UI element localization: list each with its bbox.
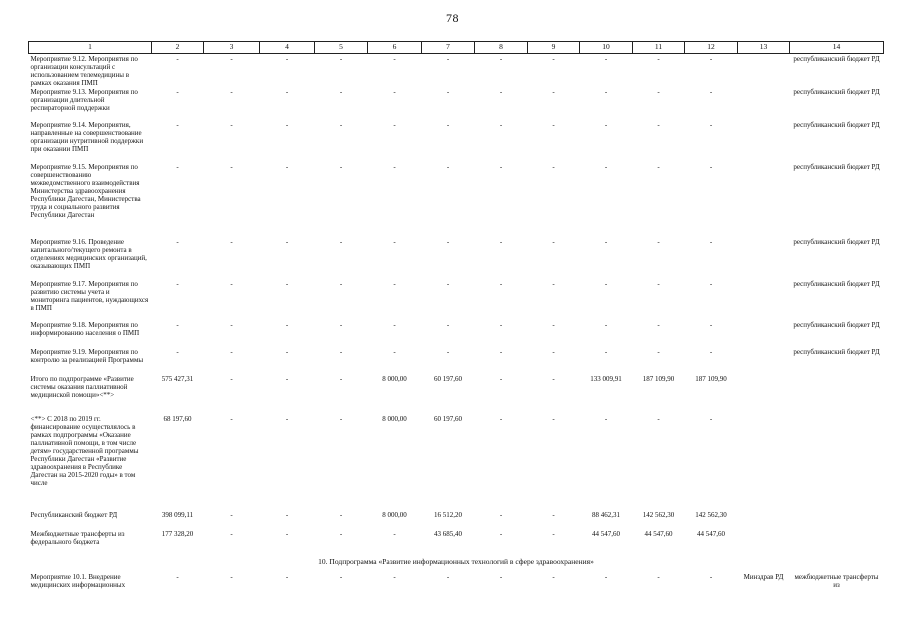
executor-cell [738,120,790,162]
amount-cell-col-2: 177 328,20 [161,530,194,538]
amount-cell-col-4: - [285,375,289,383]
amount-cell-col-7: - [446,573,450,581]
amount-cell-col-5: - [339,573,343,581]
funding-source-cell: республиканский бюджет РД [793,238,880,246]
table-row [29,374,884,414]
amount-cell-col-6: 8 000,00 [382,375,407,383]
amount-cell-col-11: - [657,415,660,423]
column-header-10: 10 [580,42,633,54]
amount-cell-col-5: - [339,55,343,63]
amount-cell-col-9: - [552,238,555,246]
amount-cell-col-10: - [604,280,608,288]
executor-cell [738,414,790,510]
amount-cell-col-8: - [499,238,503,246]
amount-cell-col-9: - [552,530,555,538]
amount-cell-col-12: - [709,55,713,63]
amount-cell-col-7: - [446,163,450,171]
amount-cell-col-4: - [285,121,289,129]
amount-cell-col-10: - [604,55,608,63]
executor-cell [738,162,790,237]
amount-cell-col-6: - [393,573,396,581]
amount-cell-col-7: 60 197,60 [434,375,462,383]
amount-cell-col-2: - [176,348,179,356]
amount-cell-col-10: - [604,321,608,329]
amount-cell-col-5: - [339,88,343,96]
amount-cell-col-2: - [176,121,179,129]
amount-cell-col-11: - [657,280,660,288]
funding-source-cell [790,374,884,414]
amount-cell-col-9: - [552,88,555,96]
executor-cell [738,529,790,555]
amount-cell-col-10: - [604,238,608,246]
amount-cell-col-8: - [499,280,503,288]
amount-cell-col-7: - [446,55,450,63]
amount-cell-col-9: - [552,321,555,329]
amount-cell-col-11: - [657,121,660,129]
measure-name-cell: <**> С 2018 по 2019 гг. финансирование осуществлялось в рамках подпрограммы «Оказание паллиативной помощи, в том числе детям» государственной программы Республики Дагестан «Развитие здравоохранения в Республике Дагестан на 2015-2020 годы» в том числе [30,415,139,487]
amount-cell-col-10: - [604,415,608,423]
amount-cell-col-3: - [230,280,233,288]
amount-cell-col-4: - [285,163,289,171]
measure-name-cell: Итого по подпрограмме «Развитие системы оказания паллиативной медицинской помощи»<**> [30,375,134,399]
measure-name-cell: Мероприятие 9.17. Мероприятия по развитию системы учета и мониторинга пациентов, нуждающихся в ПМП [30,280,149,312]
amount-cell-col-11: - [657,348,660,356]
amount-cell-col-6: - [393,280,396,288]
funding-source-cell: республиканский бюджет РД [793,321,880,329]
amount-cell-col-4: - [285,88,289,96]
measure-name-cell: Мероприятие 9.14. Мероприятия, направленные на совершенствование организации нутритивной поддержки при оказании ПМП [30,121,144,153]
column-header-6: 6 [368,42,422,54]
amount-cell-col-7: - [446,121,450,129]
amount-cell-col-5: - [339,530,343,538]
amount-cell-col-2: 575 427,31 [161,375,194,383]
measure-name-cell: Мероприятие 9.19. Мероприятия по контролю за реализацией Программы [30,348,144,364]
measure-name-cell: Мероприятие 10.1. Внедрение медицинских информационных [30,573,126,589]
amount-cell-col-6: - [393,238,396,246]
amount-cell-col-7: 43 685,40 [434,530,462,538]
amount-cell-col-10: 133 009,91 [590,375,622,383]
amount-cell-col-2: - [176,55,179,63]
amount-cell-col-2: - [176,280,179,288]
executor-cell [738,320,790,347]
column-header-9: 9 [528,42,580,54]
table-row [29,237,884,279]
amount-cell-col-7: 16 512,20 [434,511,462,519]
amount-cell-col-2: - [176,321,179,329]
amount-cell-col-3: - [230,415,233,423]
table-row [29,54,884,88]
executor-cell [738,237,790,279]
amount-cell-col-2: - [176,238,179,246]
column-header-8: 8 [475,42,528,54]
amount-cell-col-5: - [339,511,343,519]
amount-cell-col-2: - [176,88,179,96]
amount-cell-col-5: - [339,348,343,356]
amount-cell-col-12: 44 547,60 [697,530,725,538]
amount-cell-col-5: - [339,375,343,383]
executor-cell [738,374,790,414]
table-row [29,279,884,320]
measure-name-cell: Мероприятие 9.15. Мероприятия по совершенствованию межведомственного взаимодействия Министерства здравоохранения Республики Дагестан, Министерства труда и социального развития Республики Дагестан [30,163,141,219]
amount-cell-col-12: 187 109,90 [695,375,727,383]
amount-cell-col-6: - [393,121,396,129]
amount-cell-col-4: - [285,348,289,356]
measure-name-cell: Мероприятие 9.16. Проведение капитального/текущего ремонта в отделениях медицинских организаций, оказывающих ПМП [30,238,147,270]
amount-cell-col-8: - [499,321,503,329]
amount-cell-col-2: - [176,163,179,171]
amount-cell-col-4: - [285,511,289,519]
table-row [29,320,884,347]
table-row [29,510,884,529]
measure-name-cell: Мероприятие 9.13. Мероприятия по организации длительной респираторной поддержки [30,88,138,112]
table-row [29,347,884,374]
amount-cell-col-12: - [709,348,713,356]
amount-cell-col-9: - [552,55,555,63]
amount-cell-col-6: - [393,88,396,96]
financing-table [28,41,884,592]
amount-cell-col-5: - [339,238,343,246]
amount-cell-col-3: - [230,530,233,538]
amount-cell-col-2: - [176,573,179,581]
amount-cell-col-12: - [709,415,713,423]
amount-cell-col-3: - [230,511,233,519]
page-number: 78 [446,11,459,25]
amount-cell-col-11: 44 547,60 [644,530,673,538]
column-header-11: 11 [633,42,685,54]
amount-cell-col-6: 8 000,00 [382,415,407,423]
amount-cell-col-4: - [285,238,289,246]
amount-cell-col-4: - [285,280,289,288]
executor-cell [738,87,790,120]
amount-cell-col-6: 8 000,00 [382,511,407,519]
funding-source-cell: межбюджетные трансферты из [794,573,879,589]
amount-cell-col-6: - [393,530,396,538]
amount-cell-col-9: - [552,163,555,171]
section-title: 10. Подпрограмма «Развитие информационных технологий в сфере здравоохранения» [318,557,594,566]
amount-cell-col-5: - [339,415,343,423]
amount-cell-col-8: - [499,88,503,96]
amount-cell-col-10: 88 462,31 [592,511,620,519]
amount-cell-col-11: - [657,238,660,246]
amount-cell-col-4: - [285,415,289,423]
amount-cell-col-11: - [657,88,660,96]
column-header-4: 4 [260,42,315,54]
funding-source-cell: республиканский бюджет РД [793,121,880,129]
amount-cell-col-10: - [604,163,608,171]
amount-cell-col-10: - [604,121,608,129]
amount-cell-col-4: - [285,530,289,538]
funding-source-cell [790,414,884,510]
column-header-1: 1 [29,42,152,54]
amount-cell-col-8: - [499,511,503,519]
amount-cell-col-4: - [285,321,289,329]
amount-cell-col-12: - [709,88,713,96]
amount-cell-col-9: - [552,121,555,129]
amount-cell-col-11: - [657,55,660,63]
amount-cell-col-3: - [230,573,233,581]
amount-cell-col-7: - [446,238,450,246]
amount-cell-col-10: 44 547,60 [592,530,620,538]
column-header-2: 2 [152,42,204,54]
table-row [29,162,884,237]
funding-source-cell: республиканский бюджет РД [793,280,880,288]
amount-cell-col-12: - [709,121,713,129]
amount-cell-col-9: - [552,375,555,383]
amount-cell-col-9: - [552,573,555,581]
amount-cell-col-8: - [499,573,503,581]
funding-source-cell: республиканский бюджет РД [793,348,880,356]
amount-cell-col-9: - [552,415,555,423]
amount-cell-col-12: 142 562,30 [695,511,727,519]
amount-cell-col-3: - [230,375,233,383]
measure-name-cell: Межбюджетные трансферты из федерального бюджета [30,530,125,546]
amount-cell-col-5: - [339,280,343,288]
measure-name-cell: Мероприятие 9.12. Мероприятия по организации консультаций с использованием телемедицины в рамках оказания ПМП [30,55,138,87]
funding-source-cell: республиканский бюджет РД [793,55,880,63]
amount-cell-col-8: - [499,415,503,423]
amount-cell-col-6: - [393,163,396,171]
amount-cell-col-3: - [230,121,233,129]
amount-cell-col-12: - [709,163,713,171]
amount-cell-col-6: - [393,321,396,329]
measure-name-cell: Республиканский бюджет РД [30,511,118,519]
column-header-12: 12 [685,42,738,54]
amount-cell-col-3: - [230,163,233,171]
amount-cell-col-12: - [709,321,713,329]
amount-cell-col-8: - [499,348,503,356]
table-row [29,120,884,162]
executor-cell [738,54,790,88]
amount-cell-col-4: - [285,573,289,581]
column-header-14: 14 [790,42,884,54]
amount-cell-col-2: 68 197,60 [163,415,192,423]
amount-cell-col-11: 187 109,90 [642,375,675,383]
amount-cell-col-11: - [657,321,660,329]
table-row [29,529,884,555]
amount-cell-col-7: 60 197,60 [434,415,462,423]
table-row [29,414,884,510]
amount-cell-col-11: - [657,163,660,171]
amount-cell-col-8: - [499,163,503,171]
amount-cell-col-4: - [285,55,289,63]
section-header-row [29,555,884,572]
amount-cell-col-3: - [230,348,233,356]
amount-cell-col-10: - [604,88,608,96]
table-row [29,572,884,592]
amount-cell-col-7: - [446,280,450,288]
amount-cell-col-10: - [604,348,608,356]
amount-cell-col-5: - [339,121,343,129]
amount-cell-col-3: - [230,321,233,329]
amount-cell-col-9: - [552,348,555,356]
amount-cell-col-10: - [604,573,608,581]
amount-cell-col-8: - [499,55,503,63]
amount-cell-col-12: - [709,238,713,246]
funding-source-cell: республиканский бюджет РД [793,163,880,171]
funding-source-cell: республиканский бюджет РД [793,88,880,96]
amount-cell-col-3: - [230,55,233,63]
amount-cell-col-8: - [499,530,503,538]
amount-cell-col-5: - [339,163,343,171]
column-header-7: 7 [422,42,475,54]
amount-cell-col-7: - [446,88,450,96]
amount-cell-col-9: - [552,280,555,288]
amount-cell-col-11: 142 562,30 [642,511,675,519]
amount-cell-col-3: - [230,88,233,96]
amount-cell-col-7: - [446,321,450,329]
amount-cell-col-5: - [339,321,343,329]
amount-cell-col-11: - [657,573,660,581]
measure-name-cell: Мероприятие 9.18. Мероприятия по информированию населения о ПМП [30,321,140,337]
amount-cell-col-2: 398 099,11 [161,511,194,519]
funding-source-cell [790,510,884,529]
amount-cell-col-8: - [499,375,503,383]
executor-cell [738,279,790,320]
column-number-header [29,42,884,54]
amount-cell-col-3: - [230,238,233,246]
executor-cell [738,510,790,529]
table-row [29,87,884,120]
column-header-13: 13 [738,42,790,54]
column-header-3: 3 [204,42,260,54]
column-header-5: 5 [315,42,368,54]
amount-cell-col-6: - [393,348,396,356]
executor-cell [738,347,790,374]
amount-cell-col-7: - [446,348,450,356]
amount-cell-col-8: - [499,121,503,129]
executor-cell: Минздрав РД [743,573,784,581]
amount-cell-col-9: - [552,511,555,519]
funding-source-cell [790,529,884,555]
amount-cell-col-12: - [709,573,713,581]
amount-cell-col-12: - [709,280,713,288]
amount-cell-col-6: - [393,55,396,63]
